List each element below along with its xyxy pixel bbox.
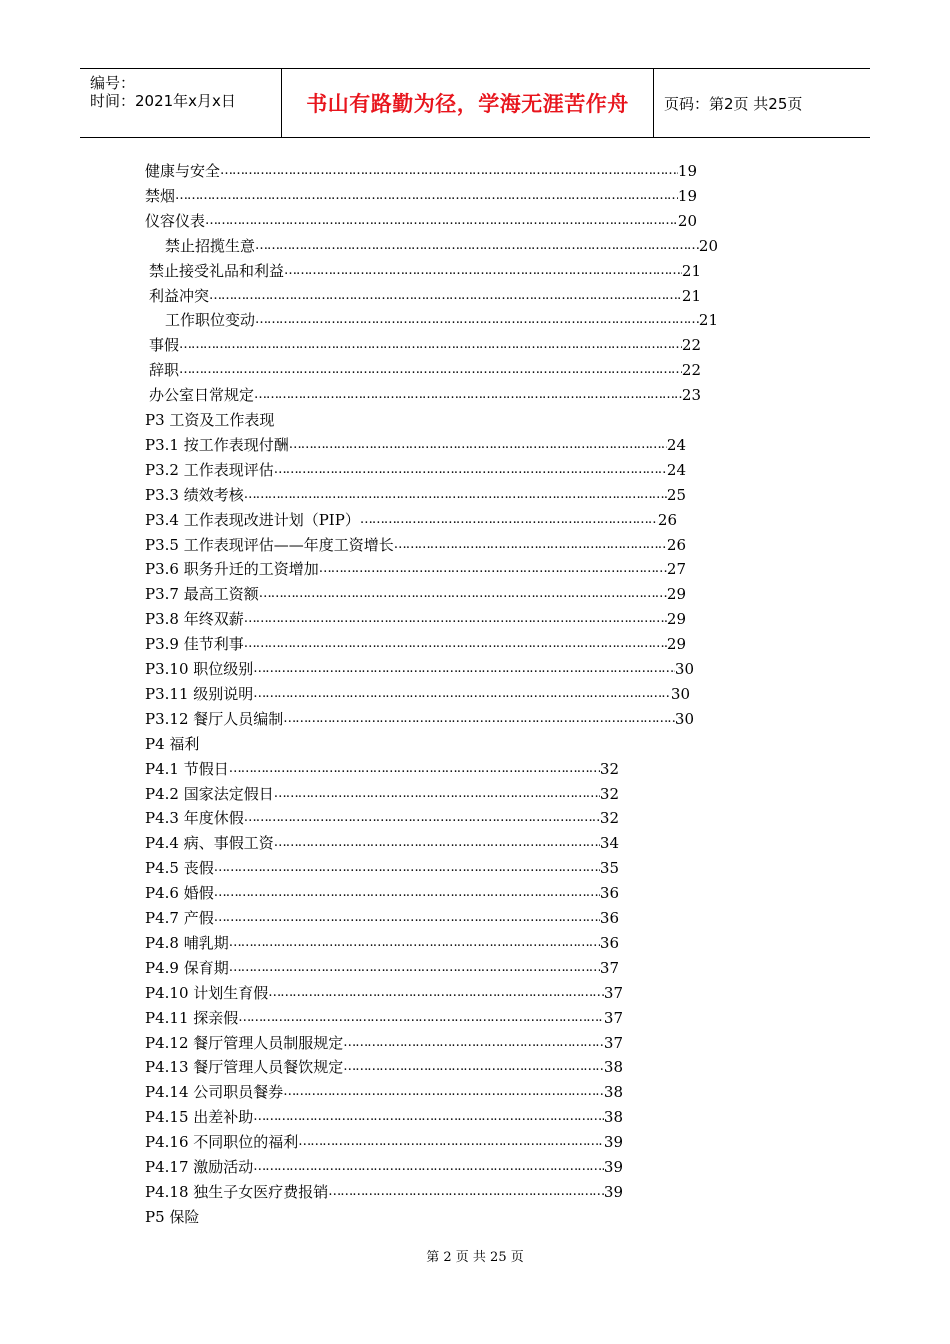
- toc-entry-page: 37: [603, 1008, 623, 1027]
- toc-entry-page: 23: [681, 386, 701, 405]
- toc-entry: [145, 907, 619, 929]
- toc-entry-title: P3.8 年终双薪: [145, 610, 244, 629]
- toc-entry-page: 22: [681, 361, 701, 380]
- toc-entry-page: 29: [666, 610, 686, 629]
- toc-entry-page: 22: [681, 336, 701, 355]
- toc-entry: [165, 235, 718, 257]
- page-header: [80, 68, 870, 138]
- toc-leader-dots: [284, 260, 682, 282]
- toc-leader-dots: [220, 160, 678, 182]
- toc-leader-dots: [179, 334, 682, 356]
- toc-entry: [145, 1106, 623, 1128]
- toc-leader-dots: [253, 1106, 604, 1128]
- toc-entry-title: P3.2 工作表现评估: [145, 460, 274, 479]
- toc-entry-page: 37: [599, 958, 619, 977]
- toc-leader-dots: [229, 957, 600, 979]
- toc-entry-title: P4.13 餐厅管理人员餐饮规定: [145, 1058, 344, 1077]
- toc-entry-page: 29: [666, 585, 686, 604]
- toc-entry-title: P3.5 工作表现评估——年度工资增长: [145, 535, 394, 554]
- header-motto-cell: [282, 69, 654, 137]
- toc-entry-page: 39: [603, 1158, 623, 1176]
- toc-entry-page: 26: [657, 510, 677, 529]
- toc-entry-title: P4.8 哺乳期: [145, 933, 229, 952]
- toc-entry-title: P4.12 餐厅管理人员制服规定: [145, 1033, 344, 1052]
- toc-entry: [145, 534, 686, 556]
- toc-leader-dots: [274, 459, 667, 481]
- toc-entry: [145, 882, 619, 904]
- toc-leader-dots: [253, 683, 671, 705]
- toc-entry-title: P4.11 探亲假: [145, 1008, 239, 1027]
- toc-leader-dots: [343, 1032, 604, 1054]
- toc-entry-title: P4.10 计划生育假: [145, 983, 269, 1002]
- toc-leader-dots: [214, 857, 600, 879]
- toc-leader-dots: [253, 658, 675, 680]
- toc-entry-page: 30: [670, 684, 690, 703]
- toc-entry: [145, 608, 686, 630]
- toc-leader-dots: [259, 583, 667, 605]
- toc-entry-title: 辞职: [149, 361, 180, 380]
- toc-entry-page: 24: [666, 460, 686, 479]
- toc-entry-title: P4 福利: [145, 734, 200, 753]
- toc-leader-dots: [253, 1156, 604, 1178]
- toc-entry-title: 办公室日常规定: [149, 386, 255, 405]
- toc-entry: [145, 583, 686, 605]
- toc-leader-dots: [179, 359, 682, 381]
- toc-entry-page: 34: [599, 834, 619, 853]
- toc-entry-title: 工作职位变动: [165, 311, 256, 330]
- toc-entry: [145, 459, 686, 481]
- toc-entry-title: P4.16 不同职位的福利: [145, 1133, 299, 1152]
- toc-entry-page: 37: [603, 983, 623, 1002]
- toc-leader-dots: [244, 608, 667, 630]
- toc-entry-title: P3.4 工作表现改进计划（PIP）: [145, 510, 360, 529]
- toc-entry-title: P4.6 婚假: [145, 884, 214, 903]
- toc-entry-page: 39: [603, 1133, 623, 1152]
- toc-entry: [149, 359, 701, 381]
- toc-leader-dots: [283, 708, 675, 730]
- toc-entry: [145, 857, 619, 879]
- toc-entry-title: P4.18 独生子女医疗费报销: [145, 1182, 329, 1201]
- toc-entry: [145, 708, 694, 730]
- toc-leader-dots: [244, 807, 600, 829]
- toc-entry-title: P4.2 国家法定假日: [145, 784, 274, 803]
- toc-entry: [145, 932, 619, 954]
- toc-leader-dots: [394, 534, 667, 556]
- toc-entry-title: 事假: [149, 336, 180, 355]
- toc-entry-title: P3.1 按工作表现付酬: [145, 435, 289, 454]
- toc-leader-dots: [244, 484, 667, 506]
- toc-entry: [149, 285, 701, 307]
- toc-entry-page: 39: [603, 1182, 623, 1201]
- toc-entry-title: P4.14 公司职员餐券: [145, 1083, 284, 1102]
- toc-entry-page: 36: [599, 909, 619, 927]
- toc-leader-dots: [255, 309, 699, 331]
- toc-entry: [145, 1056, 623, 1078]
- toc-entry: [145, 733, 199, 755]
- toc-entry: [145, 160, 697, 182]
- toc-entry-page: 19: [677, 186, 697, 205]
- toc-entry: [145, 1081, 623, 1103]
- toc-leader-dots: [254, 384, 682, 406]
- toc-entry-page: 21: [681, 261, 701, 280]
- toc-entry: [145, 558, 686, 580]
- toc-leader-dots: [244, 633, 667, 655]
- toc-entry-title: P5 保险: [145, 1207, 200, 1226]
- toc-leader-dots: [283, 1081, 604, 1103]
- header-motto: 书山有路勤为径，学海无涯苦作舟: [306, 92, 629, 116]
- toc-entry-page: 32: [599, 809, 619, 828]
- toc-entry-page: 30: [674, 709, 694, 728]
- toc-entry-title: 禁烟: [145, 186, 176, 205]
- toc-leader-dots: [343, 1056, 604, 1078]
- toc-leader-dots: [175, 185, 678, 207]
- toc-entry-page: 36: [599, 884, 619, 903]
- toc-entry: [145, 434, 686, 456]
- toc-entry-title: P3.9 佳节利事: [145, 635, 244, 654]
- toc-entry: [145, 683, 690, 705]
- toc-leader-dots: [238, 1007, 604, 1029]
- header-page-label: 页码：第2页 共25页: [664, 94, 803, 113]
- toc-leader-dots: [255, 235, 699, 257]
- toc-entry-page: 32: [599, 784, 619, 803]
- toc-entry-page: 21: [681, 286, 701, 305]
- toc-entry: [145, 982, 623, 1004]
- header-meta: [80, 69, 282, 137]
- toc-entry-title: P3.10 职位级别: [145, 660, 254, 678]
- toc-entry-page: 21: [698, 311, 718, 330]
- toc-entry-page: 32: [599, 759, 619, 778]
- toc-entry-page: 20: [698, 236, 718, 255]
- toc-entry: [145, 957, 619, 979]
- toc-entry-title: 禁止接受礼品和利益: [149, 261, 285, 280]
- toc-entry-title: P3.7 最高工资额: [145, 585, 259, 604]
- toc-entry-title: 禁止招揽生意: [165, 236, 256, 255]
- toc-entry-title: P4.3 年度休假: [145, 809, 244, 828]
- toc-entry-page: 38: [603, 1108, 623, 1127]
- toc-leader-dots: [214, 882, 600, 904]
- toc-entry: [145, 185, 697, 207]
- toc-entry-page: 20: [677, 211, 697, 230]
- toc-entry: [145, 633, 686, 655]
- toc-entry-title: 健康与安全: [145, 162, 221, 180]
- toc-leader-dots: [214, 907, 600, 929]
- toc-entry: [145, 210, 697, 232]
- toc-entry: [145, 509, 677, 531]
- toc-entry-page: 38: [603, 1058, 623, 1077]
- toc-entry: [149, 334, 701, 356]
- toc-entry-page: 36: [599, 933, 619, 952]
- toc-entry-page: 29: [666, 635, 686, 654]
- toc-entry-title: P4.7 产假: [145, 909, 214, 927]
- toc-entry-page: 24: [666, 435, 686, 454]
- toc-entry: [145, 1007, 623, 1029]
- toc-leader-dots: [268, 982, 604, 1004]
- toc-leader-dots: [289, 434, 667, 456]
- toc-entry-title: P4.5 丧假: [145, 859, 214, 878]
- toc-entry-page: 25: [666, 485, 686, 504]
- toc-entry: [145, 832, 619, 854]
- toc-entry: [145, 1181, 623, 1203]
- toc-entry-title: P4.17 激励活动: [145, 1158, 254, 1176]
- toc-entry-title: P3.3 绩效考核: [145, 485, 244, 504]
- toc-leader-dots: [205, 210, 678, 232]
- toc-entry: [145, 1156, 623, 1178]
- toc-leader-dots: [360, 509, 658, 531]
- toc-entry-title: P4.1 节假日: [145, 759, 229, 778]
- toc-entry: [145, 807, 619, 829]
- toc-entry: [145, 409, 274, 431]
- toc-entry-title: P3.11 级别说明: [145, 684, 254, 703]
- toc-leader-dots: [229, 932, 600, 954]
- toc-entry: [145, 1032, 623, 1054]
- toc-entry: [145, 1206, 199, 1228]
- toc-entry-title: P4.9 保育期: [145, 958, 229, 977]
- toc-entry: [145, 1131, 623, 1153]
- toc-entry: [149, 384, 701, 406]
- toc-entry-title: P4.4 病、事假工资: [145, 834, 274, 853]
- toc-entry: [145, 484, 686, 506]
- toc-entry-title: P3.6 职务升迁的工资增加: [145, 560, 319, 579]
- toc-entry-page: 19: [677, 162, 697, 180]
- date-label: 时间：2021年x月x日: [90, 92, 236, 110]
- toc-entry: [145, 783, 619, 805]
- toc-entry-title: P3 工资及工作表现: [145, 411, 275, 429]
- toc-entry: [145, 758, 619, 780]
- toc-leader-dots: [298, 1131, 604, 1153]
- toc-entry-page: 38: [603, 1083, 623, 1102]
- toc-leader-dots: [229, 758, 600, 780]
- toc-entry-title: P4.15 出差补助: [145, 1108, 254, 1127]
- toc-entry-page: 30: [674, 660, 694, 678]
- toc-entry-page: 26: [666, 535, 686, 554]
- number-label: 编号：: [90, 74, 136, 92]
- toc-entry-title: 利益冲突: [149, 286, 210, 305]
- toc-entry-title: P3.12 餐厅人员编制: [145, 709, 284, 728]
- toc-entry: [145, 658, 694, 680]
- toc-entry-page: 37: [603, 1033, 623, 1052]
- toc-entry-page: 27: [666, 560, 686, 579]
- toc-leader-dots: [328, 1181, 604, 1203]
- toc-entry-title: 仪容仪表: [145, 211, 206, 230]
- toc-leader-dots: [319, 558, 667, 580]
- toc-leader-dots: [274, 832, 600, 854]
- toc-leader-dots: [209, 285, 682, 307]
- toc-entry: [149, 260, 701, 282]
- toc-entry-page: 35: [599, 859, 619, 878]
- page-footer: 第 2 页 共 25 页: [426, 1250, 524, 1265]
- toc-entry: [165, 309, 718, 331]
- toc-leader-dots: [274, 783, 600, 805]
